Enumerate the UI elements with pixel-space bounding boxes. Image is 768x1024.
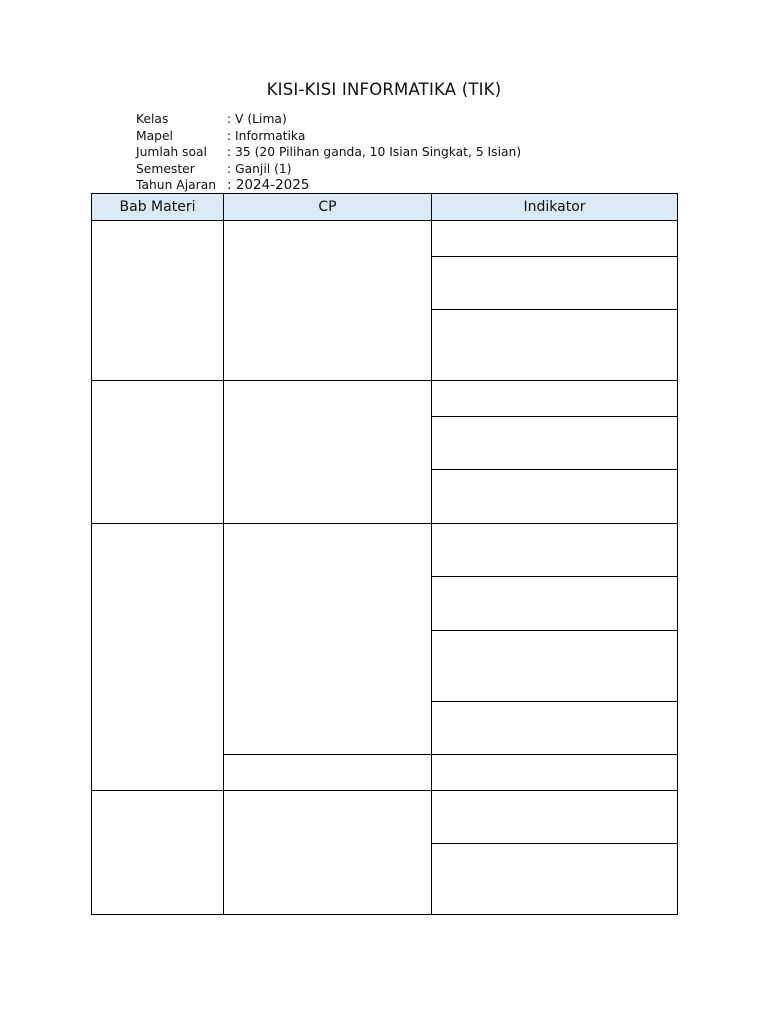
table-row [92, 524, 678, 577]
cp-cell[interactable] [224, 791, 432, 915]
bab-materi-cell[interactable] [92, 791, 224, 915]
indikator-cell[interactable] [432, 381, 678, 417]
header-cp: CP [224, 194, 432, 221]
meta-value: : V (Lima) [227, 112, 287, 126]
header-indikator: Indikator [432, 194, 678, 221]
bab-materi-cell[interactable] [92, 381, 224, 524]
kisi-table [91, 193, 678, 915]
bab-materi-cell[interactable] [92, 524, 224, 791]
meta-label: Semester [136, 161, 195, 176]
indikator-cell[interactable] [432, 577, 678, 631]
cp-cell[interactable] [224, 221, 432, 381]
meta-value: : 35 (20 Pilihan ganda, 10 Isian Singkat, 5 Isian) [227, 145, 522, 159]
document-title: KISI-KISI INFORMATIKA (TIK) [266, 80, 502, 99]
meta-label: Jumlah soal [136, 145, 207, 159]
meta-row-tahun-ajaran [136, 177, 521, 194]
meta-label: Mapel [136, 128, 173, 143]
indikator-cell[interactable] [432, 844, 678, 915]
header-bab-materi: Bab Materi [92, 194, 224, 221]
meta-row-jumlah-soal [136, 144, 521, 161]
meta-value: : Ganjil (1) [227, 161, 292, 176]
table-row [92, 381, 678, 417]
indikator-cell[interactable] [432, 470, 678, 524]
document-meta [136, 111, 521, 194]
meta-row-kelas [136, 111, 521, 128]
table-row [92, 791, 678, 844]
indikator-cell[interactable] [432, 791, 678, 844]
cp-cell[interactable] [224, 755, 432, 791]
meta-row-semester [136, 161, 521, 178]
indikator-cell[interactable] [432, 417, 678, 470]
cp-cell[interactable] [224, 381, 432, 524]
meta-label: Kelas [136, 112, 169, 126]
indikator-cell[interactable] [432, 221, 678, 257]
table-header-row [92, 194, 678, 221]
meta-row-mapel [136, 128, 521, 145]
indikator-cell[interactable] [432, 702, 678, 755]
bab-materi-cell[interactable] [92, 221, 224, 381]
meta-label: Tahun Ajaran [136, 178, 217, 192]
indikator-cell[interactable] [432, 755, 678, 791]
indikator-cell[interactable] [432, 257, 678, 310]
meta-value: : Informatika [227, 128, 306, 143]
meta-value: : 2024-2025 [227, 177, 310, 193]
indikator-cell[interactable] [432, 310, 678, 381]
indikator-cell[interactable] [432, 631, 678, 702]
indikator-cell[interactable] [432, 524, 678, 577]
table-row [92, 221, 678, 257]
cp-cell[interactable] [224, 524, 432, 755]
